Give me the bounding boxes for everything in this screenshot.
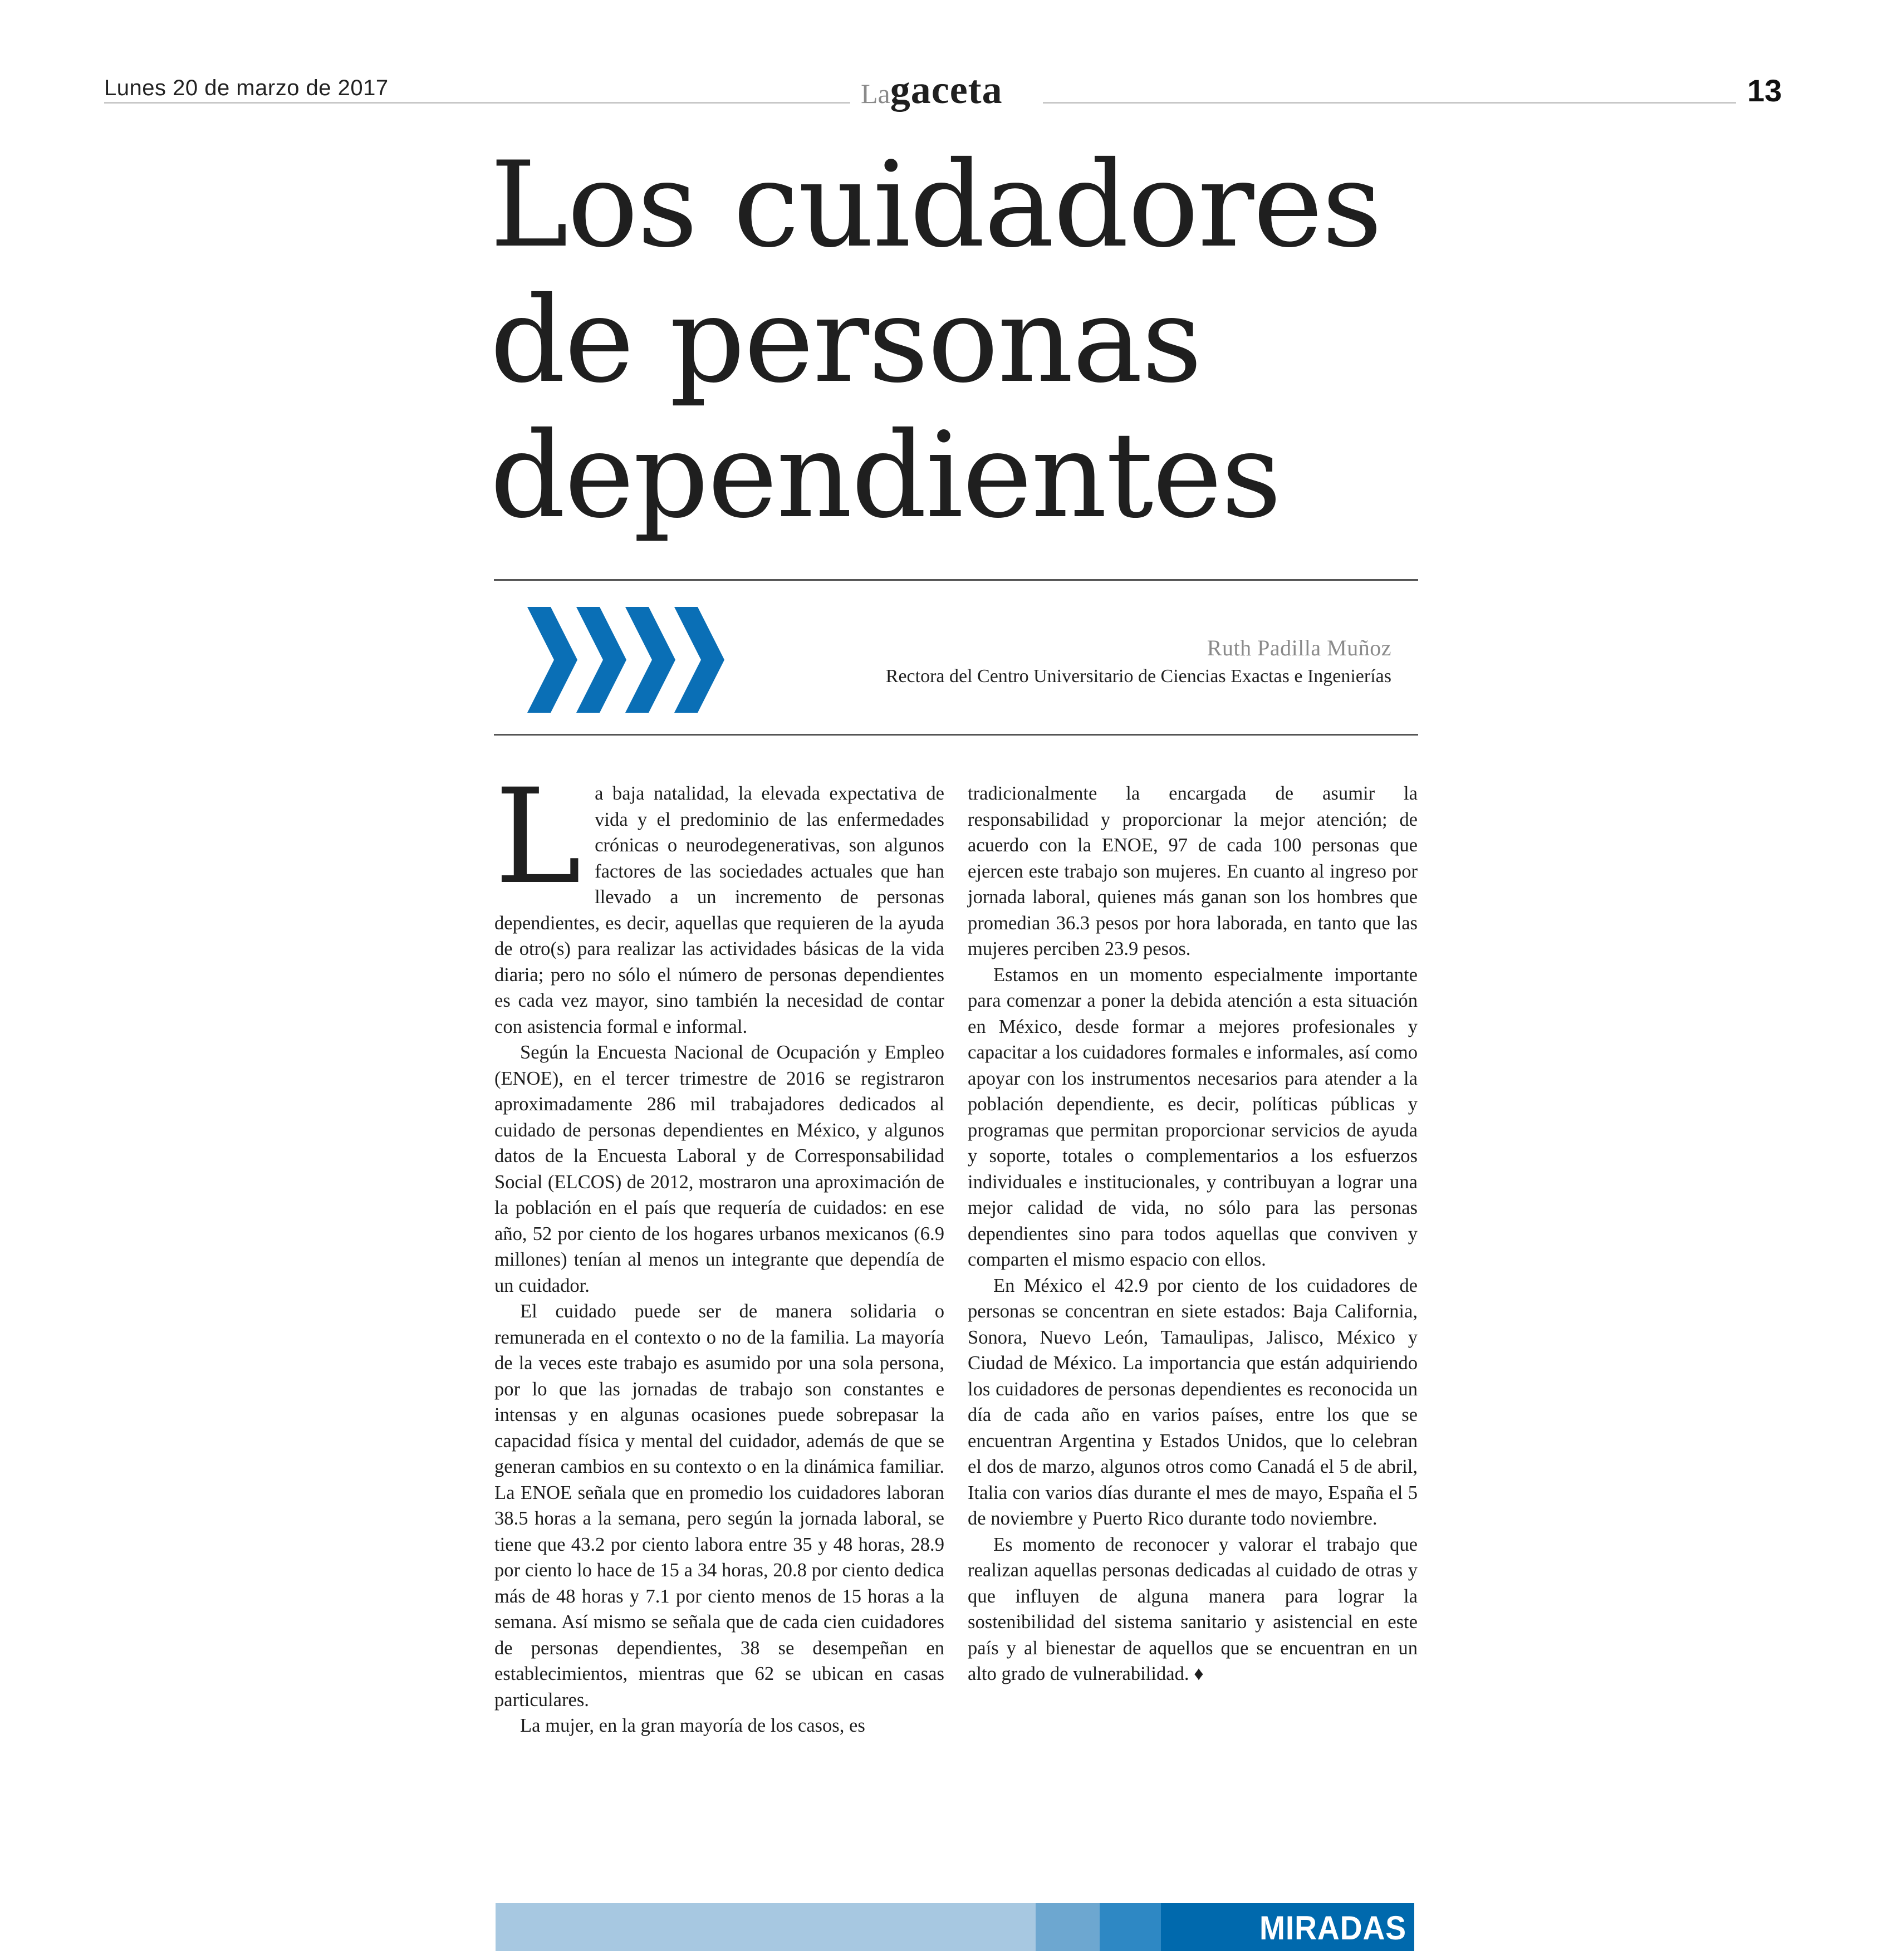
chevron-2 <box>576 607 626 713</box>
paragraph: La mujer, en la gran mayoría de los casos, es <box>520 1715 865 1736</box>
header-rule-left <box>104 102 850 104</box>
drop-cap: L <box>494 761 582 913</box>
paragraph: En México el 42.9 por ciento de los cuidadores de personas se concentran en siete estados: Baja California, Sonora, Nuevo León, Tamaulipas, Jalisco, México y Ciudad de México. La importancia que están adquiriendo los cuidadores de personas dependientes es reconocida un día de cada año en varios países, entre los que se encuentran Argentina y Estados Unidos, que lo celebran el dos de marzo, algunos otros como Canadá el 5 de abril, Italia con varios días durante el mes de mayo, España el 5 de noviembre y Puerto Rico durante todo noviembre. <box>968 1275 1418 1529</box>
footer-band-segment <box>496 1903 1036 1951</box>
byline-rule-top <box>494 579 1418 581</box>
paragraph: tradicionalmente la encargada de asumir la responsabilidad y proporcionar la mejor atención; de acuerdo con la ENOE, 97 de cada 100 personas que ejercen este trabajo son mujeres. En cuanto al ingreso por jornada laboral, quienes más ganan son los hombres que promedian 36.3 pesos por hora laborada, en tanto que las mujeres perciben 23.9 pesos. <box>968 783 1418 959</box>
header-rule-right <box>1043 102 1736 104</box>
paragraph-text: a baja natalidad, la elevada expectativa de vida y el predominio de las enfermedades crónicas o neurodegenerativas, son algunos factores de las sociedades actuales que han llevado a un incremento de personas dependientes, es decir, aquellas que requieren de la ayuda de otro(s) para realizar las actividades básicas de la vida diaria; pero no sólo el número de personas dependientes es cada vez mayor, sino también la necesidad de contar con asistencia formal e informal. <box>494 783 944 1037</box>
byline-rule-bottom <box>494 734 1418 736</box>
chevron-3 <box>625 607 675 713</box>
paragraph: Según la Encuesta Nacional de Ocupación y Empleo (ENOE), en el tercer trimestre de 2016 se registraron aproximadamente 286 mil trabajadores dedicados al cuidado de personas dependientes en México, y algunos datos de la Encuesta Laboral y de Corresponsabilidad Social (ELCOS) de 2012, mostraron una aproximación de la población en el país que requería de cuidados: en ese año, 52 por ciento de los hogares urbanos mexicanos (6.9 millones) tenían al menos un integrante que dependía de un cuidador. <box>494 1042 944 1296</box>
chevron-right-icon <box>522 607 733 713</box>
chevron-1 <box>527 607 577 713</box>
footer-band-segment <box>1100 1903 1161 1951</box>
paragraph: El cuidado puede ser de manera solidaria o remunerada en el contexto o no de la familia. La mayoría de la veces este trabajo es asumido por una sola persona, por lo que las jornadas de trabajo son constantes e intensas y en algunas ocasiones puede sobrepasar la capacidad física y mental del cuidador, además de que se generan cambios en su contexto o en la dinámica familiar. La ENOE señala que en promedio los cuidadores laboran 38.5 horas a la semana, pero según la jornada laboral, se tiene que 43.2 por ciento labora entre 35 y 48 horas, 28.9 por ciento lo hace de 15 a 34 horas, 20.8 por ciento dedica más de 48 horas y 7.1 por ciento menos de 15 horas a la semana. Así mismo se señala que de cada cien cuidadores de personas dependientes, 38 se desempeñan en establecimientos, mientras que 62 se ubican en casas particulares. <box>494 1301 944 1711</box>
article-title: Los cuidadores de personas dependientes <box>490 136 1381 544</box>
masthead-prefix: La <box>861 78 890 109</box>
masthead-logo <box>861 67 1003 113</box>
article-column-1 <box>494 761 944 1739</box>
page-number: 13 <box>1747 73 1782 108</box>
paragraph: Estamos en un momento especialmente importante para comenzar a poner la debida atención a esta situación en México, desde formar a mejores profesionales y capacitar a los cuidadores formales e informales, así como apoyar con los instrumentos necesarios para atender a la población dependiente, es decir, políticas públicas y programas que permitan proporcionar servicios de ayuda y soporte, totales o complementarios a los esfuerzos individuales e institucionales, y contribuyan a lograr una mejor calidad de vida, no sólo para las personas dependientes sino para todos aquellas que conviven y comparten el mismo espacio con ellos. <box>968 964 1418 1270</box>
issue-date: Lunes 20 de marzo de 2017 <box>104 76 389 100</box>
masthead-name: gaceta <box>890 67 1003 112</box>
section-label: MIRADAS <box>1259 1909 1406 1947</box>
paragraph: Es momento de reconocer y valorar el trabajo que realizan aquellas personas dedicadas al cuidado de otras y que influyen de alguna manera para lograr la sostenibilidad del sistema sanitario y asistencial en este país y al bienestar de aquellos que se encuentran en un alto grado de vulnerabilidad. ♦ <box>968 1533 1418 1684</box>
chevron-4 <box>674 607 724 713</box>
section-footer-band <box>496 1903 1414 1951</box>
paragraph <box>494 761 944 1040</box>
footer-band-segment <box>1036 1903 1100 1951</box>
author-name: Ruth Padilla Muñoz <box>1207 635 1391 660</box>
article-column-2 <box>968 781 1418 1687</box>
author-role: Rectora del Centro Universitario de Ciencias Exactas e Ingenierías <box>885 666 1391 687</box>
